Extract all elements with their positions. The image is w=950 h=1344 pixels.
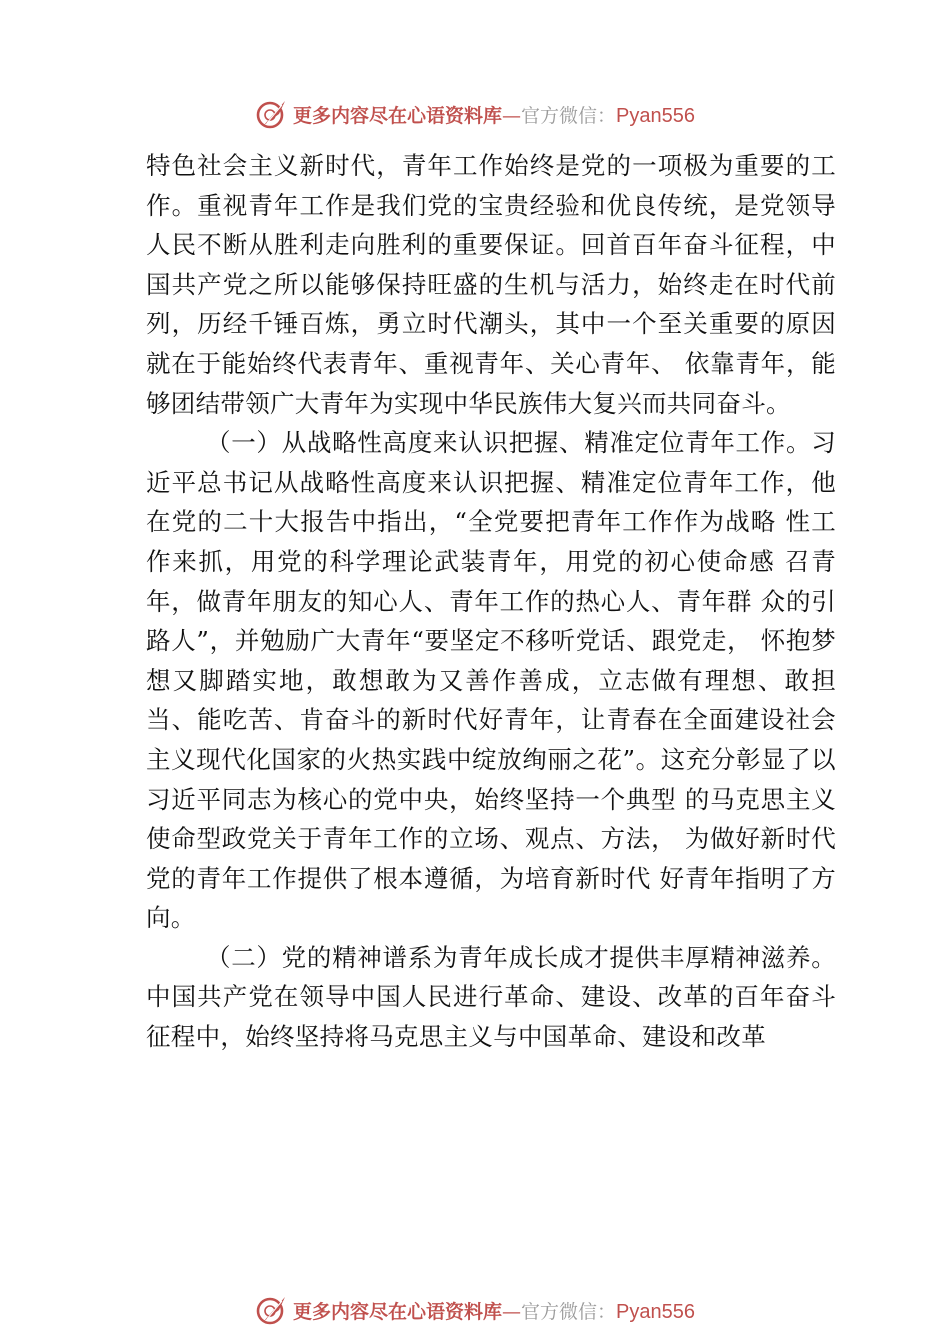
paragraph: （一）从战略性高度来认识把握、精准定位青年工作。习近平总书记从战略性高度来认识把握、精准定位青年工作，他在党的二十大报告中指出，“全党要把青年工作作为战略 性工作来抓，用党的科学理论武装青年，用党的初心使命感 召青年，做青年朋友的知心人、青年工作的热心人、青年群 众的引路人”，并勉励广大青年“要坚定不移听党话、跟党走， 怀抱梦想又脚踏实地，敢想敢为又善作善成，立志做有理想、敢担当、能吃苦、肯奋斗的新时代好青年，让青春在全面建设社会主义现代化国家的火热实践中绽放绚丽之花”。这充分彰显了以习近平同志为核心的党中央，始终坚持一个典型 的马克思主义使命型政党关于青年工作的立场、观点、方法， 为做好新时代党的青年工作提供了根本遵循，为培育新时代 好青年指明了方向。 [146,428,836,933]
watermark-wechat-id: Pyan556 [616,1300,695,1323]
paragraph: （二）党的精神谱系为青年成长成才提供丰厚精神滋养。中国共产党在领导中国人民进行革命、建设、改革的百年奋斗征程中，始终坚持将马克思主义与中国革命、建设和改革 [146,942,836,1052]
watermark-official: 官方微信： [521,1300,617,1323]
watermark-text [293,101,695,128]
footer-watermark [0,1290,950,1330]
watermark-dash: — [502,104,522,127]
quill-logo-icon [255,1293,289,1327]
watermark-text [293,1297,695,1324]
quill-logo-icon [255,97,289,131]
document-body [146,146,836,1057]
watermark-dash: — [502,1300,522,1323]
paragraph: 特色社会主义新时代，青年工作始终是党的一项极为重要的工作。重视青年工作是我们党的宝贵经验和优良传统，是党领导人民不断从胜利走向胜利的重要保证。回首百年奋斗征程，中国共产党之所以能够保持旺盛的生机与活力，始终走在时代前列，历经千锤百炼，勇立时代潮头，其中一个至关重要的原因就在于能始终代表青年、重视青年、关心青年、 依靠青年，能够团结带领广大青年为实现中华民族伟大复兴而共同奋斗。 [146,151,836,418]
watermark-official: 官方微信： [521,104,617,127]
watermark-wechat-id: Pyan556 [616,104,695,127]
watermark-brand: 更多内容尽在心语资料库 [293,1300,503,1323]
watermark-brand: 更多内容尽在心语资料库 [293,104,503,127]
header-watermark [0,94,950,134]
